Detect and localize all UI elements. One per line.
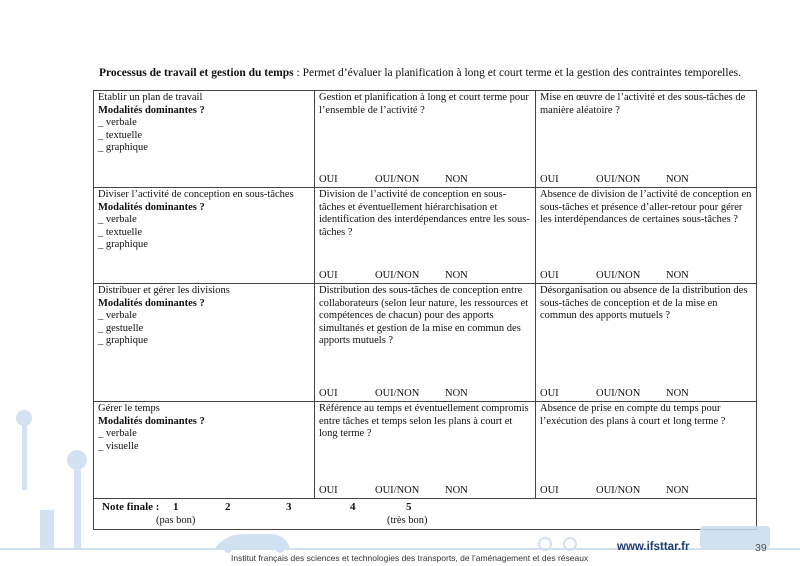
answer-options bbox=[319, 174, 468, 187]
modalites-label: Modalités dominantes ? bbox=[98, 201, 205, 213]
criterion-cell bbox=[94, 188, 315, 284]
question-text: Mise en œuvre de l’activité et des sous-tâches de manière aléatoire ? bbox=[540, 92, 746, 116]
modality-option[interactable]: _ verbale bbox=[98, 117, 137, 128]
answer-options bbox=[319, 270, 468, 283]
modality-option[interactable]: _ visuelle bbox=[98, 440, 139, 452]
final-score-label: Note finale : bbox=[102, 501, 160, 513]
modality-option[interactable]: _ verbale bbox=[98, 310, 137, 321]
question-text: Gestion et planification à long et court terme pour l’ensemble de l’activité ? bbox=[319, 92, 529, 116]
criterion-cell bbox=[94, 91, 315, 188]
table-row bbox=[94, 188, 757, 284]
answer-oui[interactable]: OUI bbox=[540, 387, 559, 399]
answer-oui-non[interactable]: OUI/NON bbox=[375, 387, 420, 399]
score-option[interactable]: 4 bbox=[350, 501, 356, 513]
criterion-title: Diviser l’activité de conception en sous-tâches bbox=[98, 189, 294, 200]
modalites-label: Modalités dominantes ? bbox=[98, 104, 205, 116]
heading-bold: Processus de travail et gestion du temps bbox=[99, 67, 294, 79]
positive-question-cell bbox=[315, 402, 536, 499]
question-text: Désorganisation ou absence de la distribution des sous-tâches de conception et de la mise en commun des apports mutuels ? bbox=[540, 285, 748, 321]
heading-rest: : Permet d’évaluer la planification à long et court terme et la gestion des contraintes temporelles. bbox=[293, 67, 742, 79]
table-row bbox=[94, 284, 757, 402]
question-text: Distribution des sous-tâches de conception entre collaborateurs (selon leur nature, les ressources et compétences de chacun) pour des apports simultanés et gestion de la mise en commun des apports mutuels ? bbox=[319, 285, 529, 346]
answer-non[interactable]: NON bbox=[666, 484, 689, 496]
answer-oui-non[interactable]: OUI/NON bbox=[596, 484, 641, 496]
question-text: Division de l’activité de conception en sous-tâches et éventuellement hiérarchisation et identification des interdépendances entre les sous-tâches ? bbox=[319, 189, 530, 238]
answer-oui-non[interactable]: OUI/NON bbox=[596, 387, 641, 399]
modality-option[interactable]: _ verbale bbox=[98, 428, 137, 439]
modality-option[interactable]: _ graphique bbox=[98, 239, 148, 250]
score-option[interactable]: 5 bbox=[406, 501, 412, 513]
modality-option[interactable]: _ graphique bbox=[98, 142, 148, 153]
answer-non[interactable]: NON bbox=[666, 269, 689, 281]
answer-non[interactable]: NON bbox=[666, 173, 689, 185]
answer-oui-non[interactable]: OUI/NON bbox=[375, 484, 420, 496]
answer-non[interactable]: NON bbox=[445, 387, 468, 399]
modality-option[interactable]: _ graphique bbox=[98, 335, 148, 346]
answer-options bbox=[319, 388, 468, 401]
answer-options bbox=[540, 388, 689, 401]
criterion-cell bbox=[94, 402, 315, 499]
score-low-caption: (pas bon) bbox=[156, 515, 196, 526]
answer-options bbox=[540, 270, 689, 283]
answer-options bbox=[540, 485, 689, 498]
modalites-label: Modalités dominantes ? bbox=[98, 415, 205, 427]
negative-question-cell bbox=[536, 402, 757, 499]
modality-option[interactable]: _ gestuelle bbox=[98, 322, 144, 334]
table-row bbox=[94, 402, 757, 499]
answer-non[interactable]: NON bbox=[445, 173, 468, 185]
positive-question-cell bbox=[315, 91, 536, 188]
answer-options bbox=[319, 485, 468, 498]
score-option[interactable]: 1 bbox=[173, 501, 179, 513]
question-text: Absence de prise en compte du temps pour l’exécution des plans à court et long terme ? bbox=[540, 403, 726, 427]
criterion-title: Gérer le temps bbox=[98, 403, 160, 414]
negative-question-cell bbox=[536, 188, 757, 284]
negative-question-cell bbox=[536, 284, 757, 402]
modality-option[interactable]: _ textuelle bbox=[98, 129, 143, 141]
page-heading bbox=[99, 67, 759, 79]
score-option[interactable]: 2 bbox=[225, 501, 231, 513]
answer-oui[interactable]: OUI bbox=[540, 269, 559, 281]
answer-oui-non[interactable]: OUI/NON bbox=[596, 269, 641, 281]
score-option[interactable]: 3 bbox=[286, 501, 292, 513]
question-text: Référence au temps et éventuellement compromis entre tâches et temps selon les plans à court et long terme ? bbox=[319, 403, 529, 439]
positive-question-cell bbox=[315, 188, 536, 284]
answer-oui[interactable]: OUI bbox=[540, 484, 559, 496]
answer-oui-non[interactable]: OUI/NON bbox=[375, 173, 420, 185]
criterion-title: Etablir un plan de travail bbox=[98, 92, 203, 103]
table-row bbox=[94, 91, 757, 188]
answer-oui[interactable]: OUI bbox=[319, 387, 338, 399]
criterion-title: Distribuer et gérer les divisions bbox=[98, 285, 230, 296]
answer-options bbox=[540, 174, 689, 187]
negative-question-cell bbox=[536, 91, 757, 188]
modalites-label: Modalités dominantes ? bbox=[98, 297, 205, 309]
positive-question-cell bbox=[315, 284, 536, 402]
answer-non[interactable]: NON bbox=[445, 269, 468, 281]
answer-oui[interactable]: OUI bbox=[540, 173, 559, 185]
answer-oui[interactable]: OUI bbox=[319, 173, 338, 185]
modality-option[interactable]: _ verbale bbox=[98, 214, 137, 225]
modality-option[interactable]: _ textuelle bbox=[98, 226, 143, 238]
evaluation-table bbox=[93, 90, 757, 530]
answer-non[interactable]: NON bbox=[445, 484, 468, 496]
answer-non[interactable]: NON bbox=[666, 387, 689, 399]
score-high-caption: (très bon) bbox=[387, 515, 428, 526]
page-number: 39 bbox=[755, 542, 767, 554]
institute-name: Institut français des sciences et technologies des transports, de l’aménagement et des réseaux bbox=[231, 553, 589, 563]
answer-oui[interactable]: OUI bbox=[319, 484, 338, 496]
criterion-cell bbox=[94, 284, 315, 402]
question-text: Absence de division de l’activité de conception en sous-tâches et présence d’aller-retour pour gérer les interdépendances de certaines sous-tâches ? bbox=[540, 189, 752, 225]
answer-oui-non[interactable]: OUI/NON bbox=[375, 269, 420, 281]
answer-oui[interactable]: OUI bbox=[319, 269, 338, 281]
answer-oui-non[interactable]: OUI/NON bbox=[596, 173, 641, 185]
website-link[interactable]: www.ifsttar.fr bbox=[617, 541, 690, 553]
